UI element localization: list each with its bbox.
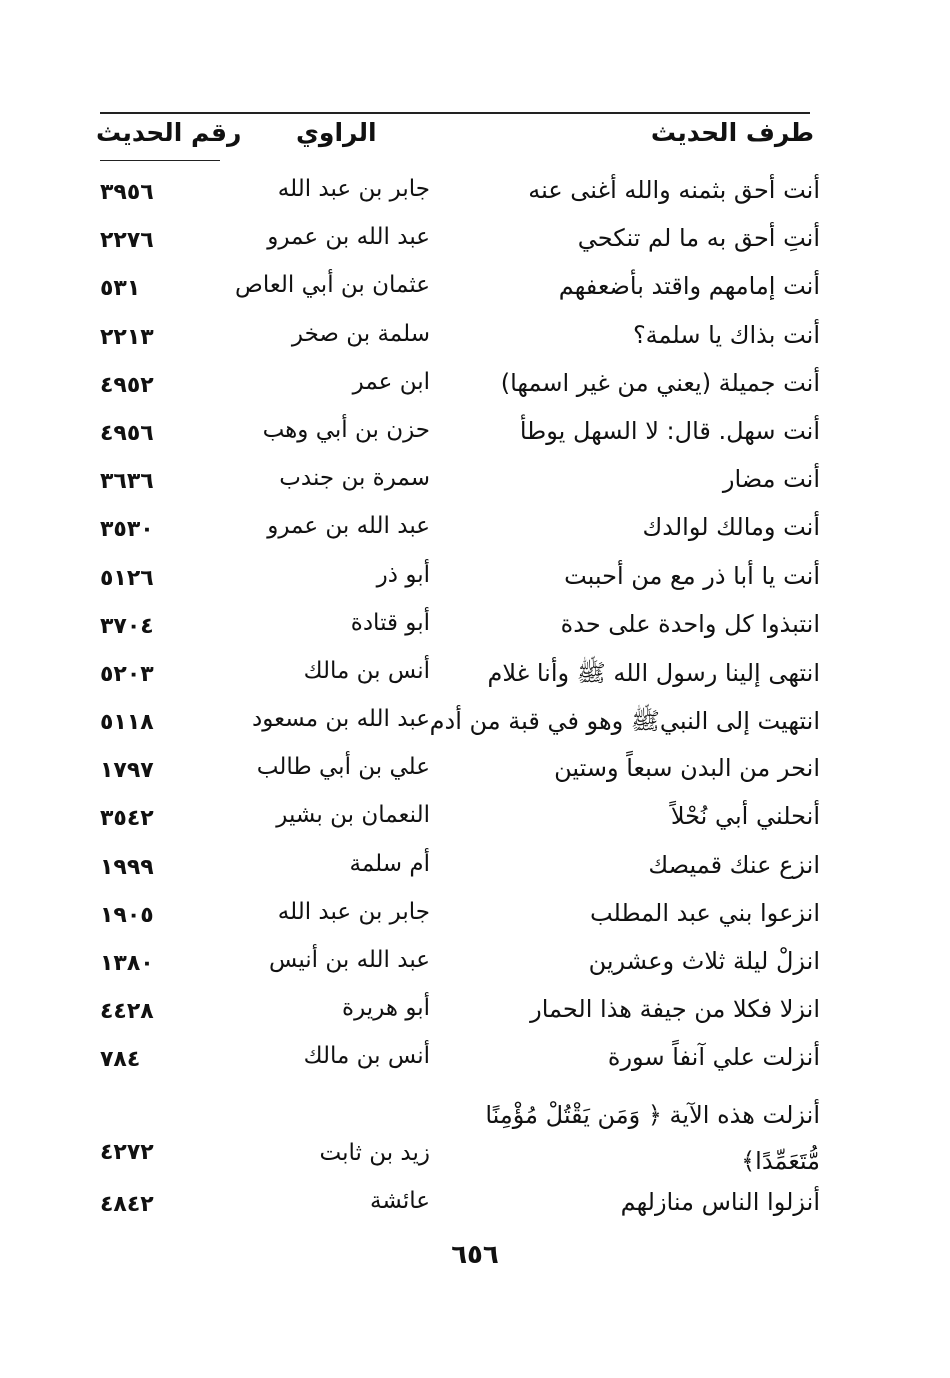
hadith-text: أنزلت هذه الآية ﴿ وَمَن يَقْتُلْ مُؤْمِنًا مُّتَعَمِّدًا﴾ xyxy=(485,1100,820,1175)
table-row xyxy=(96,943,820,991)
hadith-text: انزع عنك قميصك xyxy=(648,850,820,879)
table-row xyxy=(96,509,820,557)
hadith-text: أنت مضار xyxy=(722,465,820,494)
table-header xyxy=(96,118,814,164)
table-row xyxy=(96,1184,820,1232)
hadith-number: ٤٨٤٢ xyxy=(100,1191,154,1217)
header-hadith: طرف الحديث xyxy=(650,118,814,147)
table-row xyxy=(96,847,820,895)
table-row xyxy=(96,895,820,943)
narrator-name: عبد الله بن مسعود xyxy=(252,706,430,733)
hadith-text: أنت أحق بثمنه والله أغنى عنه xyxy=(528,176,820,204)
table-row xyxy=(96,413,820,461)
narrator-name: النعمان بن بشير xyxy=(276,802,430,829)
hadith-number: ٤٤٢٨ xyxy=(100,999,154,1025)
narrator-name: جابر بن عبد الله xyxy=(277,898,430,925)
narrator-name: ابن عمر xyxy=(352,368,430,395)
table-row xyxy=(96,1088,820,1184)
hadith-number: ٢٢٧٦ xyxy=(100,228,154,254)
table-row xyxy=(96,654,820,702)
hadith-text: أنت إمامهم واقتد بأضعفهم xyxy=(558,272,820,301)
hadith-text: أنزلت علي آنفاً سورة xyxy=(607,1043,820,1072)
narrator-name: عائشة xyxy=(370,1187,430,1214)
narrator-name: علي بن أبي طالب xyxy=(256,754,430,781)
hadith-number: ١٩٩٩ xyxy=(100,854,154,880)
hadith-number: ٥١٢٦ xyxy=(100,565,154,591)
hadith-number: ٣٥٣٠ xyxy=(100,517,154,543)
table-row xyxy=(96,750,820,798)
hadith-text: أنتِ أحق به ما لم تنكحي xyxy=(577,224,820,253)
hadith-number: ٤٢٧٢ xyxy=(100,1139,154,1165)
hadith-number: ٢٢١٣ xyxy=(100,324,154,350)
narrator-name: أنس بن مالك xyxy=(303,1043,430,1070)
hadith-number: ١٣٨٠ xyxy=(100,951,154,976)
table-row xyxy=(96,606,820,654)
table-row xyxy=(96,172,820,220)
table-row xyxy=(96,461,820,509)
table-row xyxy=(96,317,820,365)
narrator-name: سمرة بن جندب xyxy=(279,465,430,492)
narrator-name: أم سلمة xyxy=(349,850,430,877)
hadith-number: ٣٩٥٦ xyxy=(100,180,154,205)
hadith-number: ١٧٩٧ xyxy=(100,758,154,784)
page-number: ٦٥٦ xyxy=(451,1240,499,1270)
narrator-name: أبو ذر xyxy=(376,561,430,588)
hadith-text: أنت جميلة (يعني من غير اسمها) xyxy=(500,368,820,397)
hadith-index-table xyxy=(96,172,820,1232)
narrator-name: عبد الله بن عمرو xyxy=(267,224,430,251)
narrator-name: حزن بن أبي وهب xyxy=(262,416,430,443)
hadith-number: ١٩٠٥ xyxy=(100,902,154,928)
hadith-number: ٣٥٤٢ xyxy=(100,806,154,832)
table-row xyxy=(96,220,820,268)
header-underline xyxy=(100,160,220,161)
header-number: رقم الحديث xyxy=(96,118,242,147)
hadith-number: ٣٦٣٦ xyxy=(100,469,154,495)
narrator-name: عبد الله بن أنيس xyxy=(269,947,430,973)
narrator-name: عثمان بن أبي العاص xyxy=(235,272,430,299)
narrator-name: عبد الله بن عمرو xyxy=(267,513,430,540)
hadith-number: ٤٩٥٢ xyxy=(100,372,154,398)
narrator-name: أبو هريرة xyxy=(342,995,430,1022)
hadith-number: ٣٧٠٤ xyxy=(100,613,154,639)
hadith-text: انتهيت إلى النبيﷺ وهو في قبة من أدم xyxy=(429,707,820,736)
hadith-text: انحر من البدن سبعاً وستين xyxy=(554,754,820,783)
narrator-name: أبو قتادة xyxy=(350,609,430,636)
hadith-text: انتبذوا كل واحدة على حدة xyxy=(560,609,820,638)
hadith-number: ٥١١٨ xyxy=(100,710,154,736)
hadith-text: أنت بذاك يا سلمة؟ xyxy=(632,320,820,349)
table-row xyxy=(96,268,820,316)
narrator-name: أنس بن مالك xyxy=(303,657,430,684)
hadith-text: انزلا فكلا من جيفة هذا الحمار xyxy=(530,995,820,1024)
hadith-text: أنت سهل. قال: لا السهل يوطأ xyxy=(519,416,820,445)
table-row xyxy=(96,558,820,606)
hadith-number: ٤٩٥٦ xyxy=(100,420,154,446)
narrator-name: سلمة بن صخر xyxy=(291,320,430,347)
narrator-name: زيد بن ثابت xyxy=(319,1139,430,1166)
header-narrator: الراوي xyxy=(296,118,377,147)
hadith-number: ٥٢٠٣ xyxy=(100,661,154,687)
hadith-text: أنت ومالك لوالدك xyxy=(642,513,820,542)
top-rule xyxy=(100,112,810,114)
hadith-text: أنزلوا الناس منازلهم xyxy=(620,1187,820,1216)
table-row xyxy=(96,365,820,413)
hadith-text: انزلْ ليلة ثلاث وعشرين xyxy=(588,947,820,975)
table-row xyxy=(96,991,820,1039)
hadith-text: انزعوا بني عبد المطلب xyxy=(589,898,820,927)
hadith-number: ٥٣١ xyxy=(100,276,141,302)
narrator-name: جابر بن عبد الله xyxy=(277,176,430,202)
hadith-number: ٧٨٤ xyxy=(100,1047,141,1073)
hadith-text: أنحلني أبي نُحْلاً xyxy=(670,802,820,831)
hadith-text: أنت يا أبا ذر مع من أحببت xyxy=(564,561,820,590)
table-row xyxy=(96,1039,820,1087)
table-row xyxy=(96,798,820,846)
hadith-text: انتهى إلينا رسول الله ﷺ وأنا غلام xyxy=(487,658,820,687)
table-row xyxy=(96,702,820,750)
